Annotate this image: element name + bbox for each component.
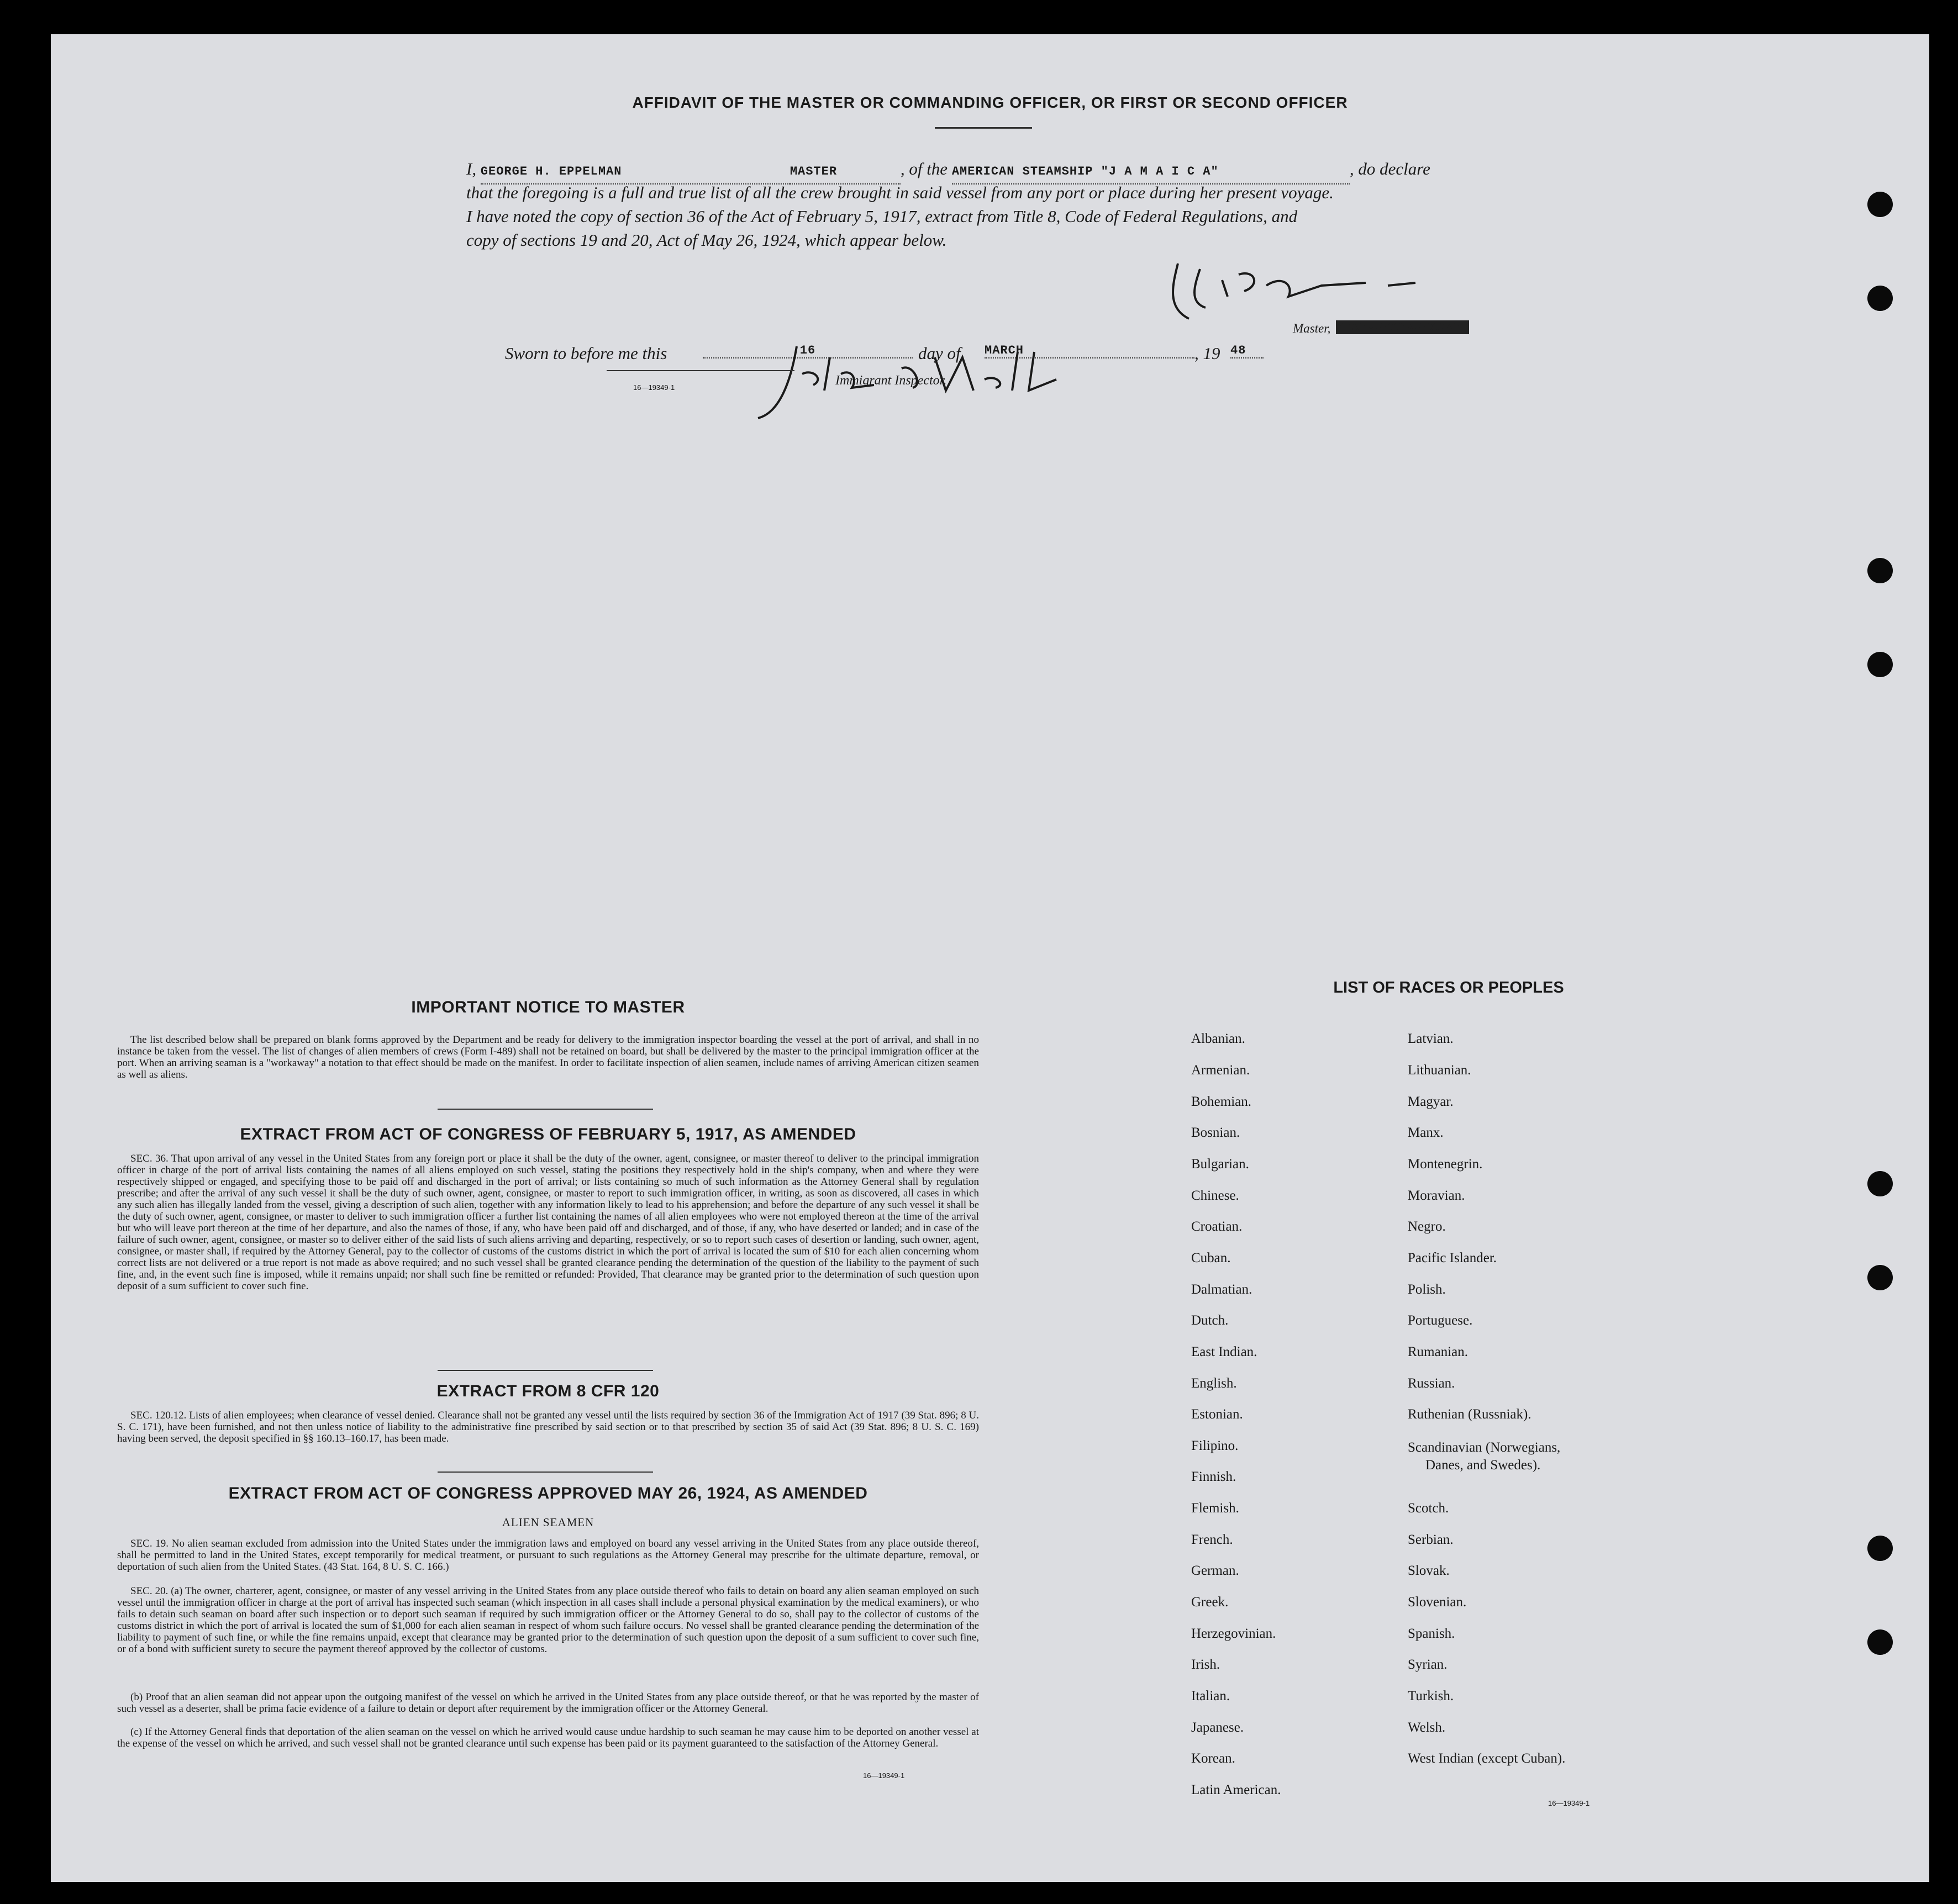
sworn-text: Sworn to before me this bbox=[505, 344, 667, 363]
affidavit-title: AFFIDAVIT OF THE MASTER OR COMMANDING OFFICER, OR FIRST OR SECOND OFFICER bbox=[632, 94, 1348, 111]
race-item: Armenian. bbox=[1191, 1063, 1250, 1078]
race-item: Greek. bbox=[1191, 1595, 1229, 1610]
races-title: LIST OF RACES OR PEOPLES bbox=[1333, 979, 1564, 996]
year-prefix: , 19 bbox=[1194, 344, 1220, 363]
race-item: Italian. bbox=[1191, 1689, 1230, 1703]
punch-hole bbox=[1867, 1536, 1893, 1561]
race-item: Filipino. bbox=[1191, 1438, 1239, 1453]
punch-hole bbox=[1867, 1171, 1893, 1196]
sworn-year-field: 48 bbox=[1230, 344, 1264, 358]
extract1-title: EXTRACT FROM ACT OF CONGRESS OF FEBRUARY 5, 1917, AS AMENDED bbox=[240, 1125, 856, 1143]
race-item: Spanish. bbox=[1408, 1626, 1455, 1641]
race-item: Magyar. bbox=[1408, 1094, 1454, 1109]
extract1-divider bbox=[438, 1370, 653, 1371]
extract1-body: SEC. 36. That upon arrival of any vessel in the United States from any foreign port or place it shall be the duty of the owner, agent, consignee, or master thereof to deliver to the principal immigration officer in charge of the port of arrival lists containing the names of all aliens employed on such vessel, stating the positions they respectively hold in the ship's company, when and where they were respectively shipped or engaged, and specifying those to be paid off and discharged in the port of arrival; or lists containing so much of such information as the Attorney General shall by regulation prescribe; and after the arrival of any such vessel it shall be the duty of such owner, agent, consignee, or master to report to such immigration officer, in writing, as soon as discovered, all cases in which any such alien has illegally landed from the vessel, giving a description of such alien, together with any information likely to lead to his apprehension; and before the departure of any such vessel it shall be the duty of such owner, agent, consignee, or master to deliver to such immigration officer a further list containing the names of all alien employees who were not employed thereon at the time of the arrival but who will leave port thereon at the time of her departure, and also the names of those, if any, who have been paid off and discharged, and of those, if any, who have deserted or landed; and in case of the failure of such owner, agent, consignee, or master so to deliver either of the said lists of such aliens arriving and departing, respectively, or so to report such cases of desertion or landing, such owner, agent, consignee, or master shall, if required by the Attorney General, pay to the collector of customs of the customs district in which the port of arrival is located the sum of $10 for each alien concerning whom correct lists are not delivered or a true report is not made as above required; and no such vessel shall be granted clearance pending the determination of the question of the liability to the payment of such fine, and, in the event such fine is imposed, while it remains unpaid; nor shall such fine be remitted or refunded: Provided, That clearance may be granted prior to the determination of such question upon deposit of a sum sufficient to cover such fine. bbox=[117, 1153, 979, 1292]
punch-hole bbox=[1867, 192, 1893, 217]
race-item: Rumanian. bbox=[1408, 1344, 1469, 1359]
race-item: Ruthenian (Russniak). bbox=[1408, 1407, 1531, 1422]
of-the-text: , of the bbox=[900, 159, 948, 178]
race-item: Albanian. bbox=[1191, 1031, 1245, 1046]
punch-hole bbox=[1867, 1629, 1893, 1655]
race-item: Chinese. bbox=[1191, 1188, 1239, 1203]
race-item: Croatian. bbox=[1191, 1219, 1243, 1234]
races-form-number: 16—19349-1 bbox=[1548, 1799, 1590, 1807]
race-item: Bosnian. bbox=[1191, 1125, 1240, 1140]
extract3-sec20b: (b) Proof that an alien seaman did not appear upon the outgoing manifest of the vessel on which he arrived in the United States from any place outside thereof, or that he was reported by the master of such vessel as a deserter, shall be prima facie evidence of a failure to detain or deport after requirement by the immigration officer or the Attorney General. bbox=[117, 1691, 979, 1715]
race-item: Finnish. bbox=[1191, 1469, 1236, 1484]
notice-body: The list described below shall be prepared on blank forms approved by the Department and be ready for delivery to the immigration inspector boarding the vessel at the port of arrival, and shall in no instance be taken from the vessel. The list of changes of alien members of crews (Form I-489) shall not be retained on board, but shall be delivered by the master to the principal immigration officer at the port. When an arriving seaman is a "workaway" a notation to that effect should be made on the manifest. In order to facilitate inspection of alien seamen, include names of arriving American citizen seamen as well as aliens. bbox=[117, 1034, 979, 1080]
master-rank-field: MASTER bbox=[790, 160, 901, 184]
race-item: Portuguese. bbox=[1408, 1313, 1473, 1328]
punch-hole bbox=[1867, 286, 1893, 311]
race-item: Estonian. bbox=[1191, 1407, 1243, 1422]
race-item: Flemish. bbox=[1191, 1501, 1239, 1516]
do-declare-text: , do declare bbox=[1349, 159, 1430, 178]
race-item: Polish. bbox=[1408, 1282, 1446, 1297]
declaration-line-4: copy of sections 19 and 20, Act of May 26, 1924, which appear below. bbox=[466, 230, 947, 250]
race-item: Scandinavian (Norwegians, bbox=[1408, 1440, 1561, 1455]
race-item: West Indian (except Cuban). bbox=[1408, 1751, 1566, 1766]
race-item: Montenegrin. bbox=[1408, 1157, 1483, 1172]
race-item: Syrian. bbox=[1408, 1657, 1448, 1672]
race-item: Scotch. bbox=[1408, 1501, 1449, 1516]
declaration-line-3: I have noted the copy of section 36 of the Act of February 5, 1917, extract from Title 8, Code of Federal Regulations, and bbox=[466, 207, 1298, 226]
race-item: French. bbox=[1191, 1532, 1233, 1547]
declaration-line-2: that the foregoing is a full and true list of all the crew brought in said vessel from any port or place during her present voyage. bbox=[466, 183, 1334, 202]
extract3-subtitle: ALIEN SEAMEN bbox=[502, 1516, 594, 1529]
race-item: Slovak. bbox=[1408, 1563, 1450, 1578]
race-item: Japanese. bbox=[1191, 1720, 1244, 1735]
declaration-i: I, bbox=[466, 159, 477, 178]
affidavit-form-number: 16—19349-1 bbox=[633, 383, 675, 392]
title-divider bbox=[935, 127, 1032, 129]
race-item: Latvian. bbox=[1408, 1031, 1454, 1046]
race-item: Moravian. bbox=[1408, 1188, 1465, 1203]
race-item: Dalmatian. bbox=[1191, 1282, 1252, 1297]
master-label: Master, bbox=[1293, 321, 1331, 335]
notice-divider bbox=[438, 1109, 653, 1110]
extract3-title: EXTRACT FROM ACT OF CONGRESS APPROVED MAY 26, 1924, AS AMENDED bbox=[228, 1484, 868, 1502]
race-item: Manx. bbox=[1408, 1125, 1444, 1140]
inspector-label: Immigrant Inspector. bbox=[835, 373, 947, 388]
race-item: Pacific Islander. bbox=[1408, 1251, 1497, 1265]
race-item: Bulgarian. bbox=[1191, 1157, 1249, 1172]
race-item: Danes, and Swedes). bbox=[1425, 1458, 1541, 1473]
race-item: Cuban. bbox=[1191, 1251, 1231, 1265]
race-item: Korean. bbox=[1191, 1751, 1235, 1766]
master-name-field: GEORGE H. EPPELMAN bbox=[481, 160, 790, 184]
vessel-field: AMERICAN STEAMSHIP "J A M A I C A" bbox=[952, 160, 1350, 184]
punch-hole bbox=[1867, 1265, 1893, 1290]
punch-hole bbox=[1867, 558, 1893, 583]
extract3-sec20a: SEC. 20. (a) The owner, charterer, agent, consignee, or master of any vessel arriving in the United States from any place outside thereof who fails to detain on board any alien seaman employed on such vessel until the immigration officer in charge at the port of arrival has inspected such seaman (which inspection in all cases shall include a personal physical examination by the medical examiners), or who fails to detain such seaman on board after such inspection or to deport such seaman if required by such immigration officer or the Attorney General to do so, shall pay to the collector of customs of the customs district in which the port of arrival is located the sum of $1,000 for each alien seaman in respect of whom such failure occurs. No vessel shall be granted clearance pending the determination of the liability to payment of such fine, or while the fine remains unpaid, except that clearance may be granted prior to the determination of such question upon the deposit of a sum sufficient to cover such fine, or of a bond with sufficient surety to secure the payment thereof approved by the collector of customs. bbox=[117, 1585, 979, 1655]
race-item: Bohemian. bbox=[1191, 1094, 1252, 1109]
extract3-sec19: SEC. 19. No alien seaman excluded from admission into the United States under the immigration laws and employed on board any vessel arriving in the United States from any place outside thereof, shall be permitted to land in the United States, except temporarily for medical treatment, or pursuant to such regulations as the Attorney General may prescribe for the ultimate departure, removal, or deportation of such alien from the United States. (43 Stat. 164, 8 U. S. C. 166.) bbox=[117, 1538, 979, 1573]
race-item: Irish. bbox=[1191, 1657, 1220, 1672]
race-item: Dutch. bbox=[1191, 1313, 1229, 1328]
notice-title: IMPORTANT NOTICE TO MASTER bbox=[411, 998, 685, 1016]
race-item: Serbian. bbox=[1408, 1532, 1454, 1547]
extract2-divider bbox=[438, 1471, 653, 1473]
document-sheet bbox=[51, 34, 1929, 1882]
day-of-text: day of bbox=[918, 344, 961, 363]
race-item: Russian. bbox=[1408, 1376, 1455, 1391]
extract2-title: EXTRACT FROM 8 CFR 120 bbox=[436, 1382, 660, 1400]
sworn-month-field: MARCH bbox=[985, 344, 1194, 358]
race-item: Latin American. bbox=[1191, 1782, 1281, 1797]
punch-hole bbox=[1867, 652, 1893, 677]
extract3-sec20c: (c) If the Attorney General finds that deportation of the alien seaman on the vessel on which he arrived would cause undue hardship to such seaman he may cause him to be deported on another vessel at the expense of the vessel on which he arrived, and such vessel shall not be granted clearance until such expense has been paid or its payment guaranteed to the satisfaction of the Attorney General. bbox=[117, 1726, 979, 1749]
race-item: German. bbox=[1191, 1563, 1239, 1578]
race-item: English. bbox=[1191, 1376, 1237, 1391]
race-item: Lithuanian. bbox=[1408, 1063, 1471, 1078]
master-title-redacted: XXXXXXXXXXXXXXXXX bbox=[1336, 320, 1470, 334]
race-item: Herzegovinian. bbox=[1191, 1626, 1276, 1641]
race-item: East Indian. bbox=[1191, 1344, 1257, 1359]
race-item: Slovenian. bbox=[1408, 1595, 1467, 1610]
extract2-body: SEC. 120.12. Lists of alien employees; when clearance of vessel denied. Clearance shall not be granted any vessel until the lists required by section 36 of the Immigration Act of 1917 (39 Stat. 896; 8 U. S. C. 171), have been furnished, and not then unless notice of liability to the administrative fine prescribed by said section or to that prescribed by section 35 of said Act (39 Stat. 896; 8 U. S. C. 169) having been served, the deposit specified in §§ 160.13–160.17, has been made. bbox=[117, 1410, 979, 1444]
inspector-sign-line bbox=[607, 370, 794, 371]
race-item: Welsh. bbox=[1408, 1720, 1446, 1735]
race-item: Turkish. bbox=[1408, 1689, 1454, 1703]
sworn-day-field: 16 bbox=[703, 344, 913, 358]
notice-form-number: 16—19349-1 bbox=[863, 1771, 905, 1780]
race-item: Negro. bbox=[1408, 1219, 1446, 1234]
